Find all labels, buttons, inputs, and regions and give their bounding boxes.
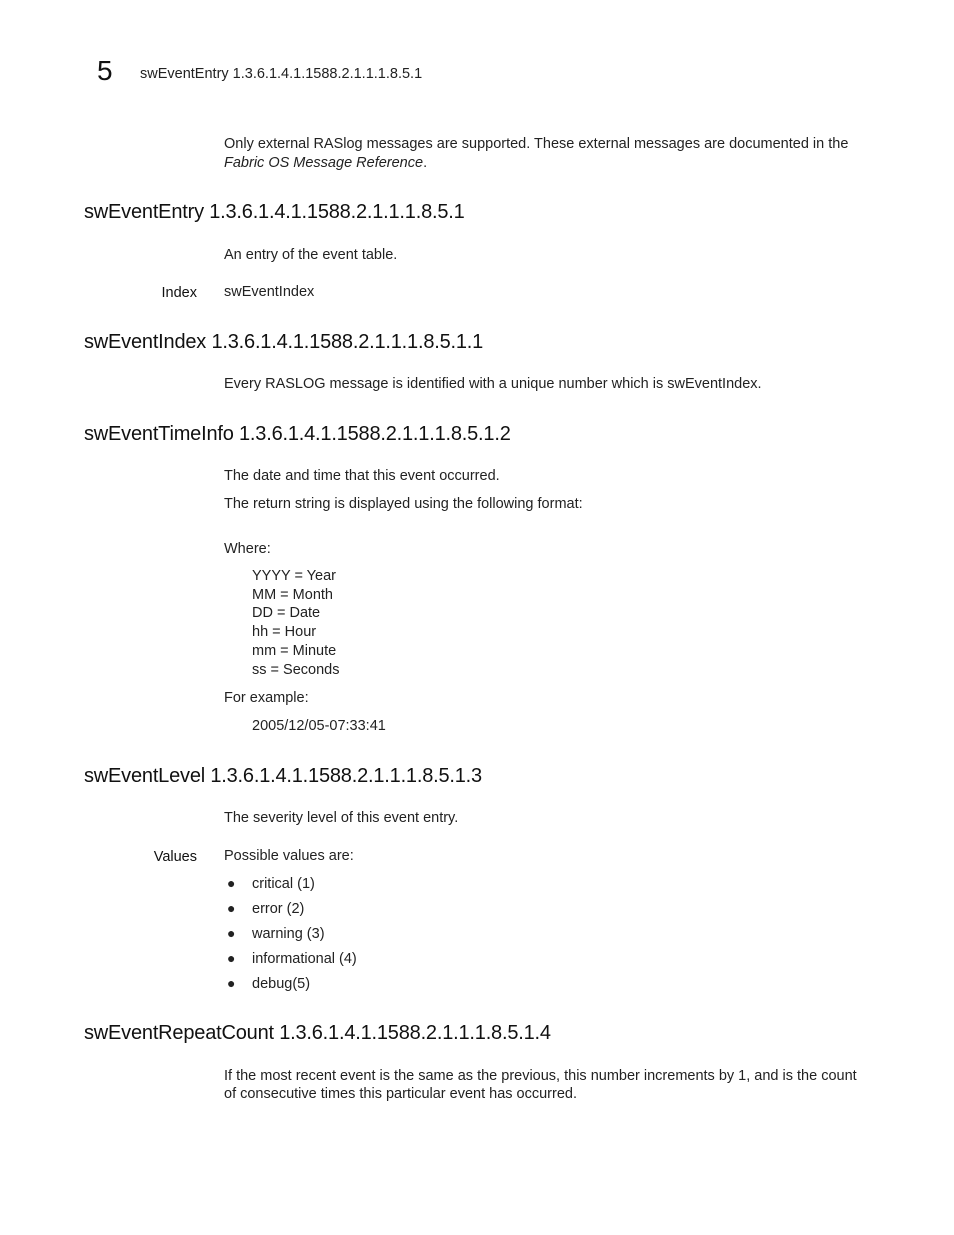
entry-description: An entry of the event table.	[224, 247, 398, 263]
definition-item: MM = Month	[252, 586, 333, 603]
heading-sweventrepeatcount: swEventRepeatCount 1.3.6.1.4.1.1588.2.1.1.1.8.5.1.4	[84, 1022, 551, 1044]
repeat-description-line-2: of consecutive times this particular event has occurred.	[224, 1086, 577, 1102]
index-label: Index	[161, 285, 197, 301]
example-label: For example:	[224, 690, 309, 706]
value-item: debug(5)	[252, 976, 311, 992]
definition-item: ss = Seconds	[252, 661, 340, 678]
heading-sweventindex: swEventIndex 1.3.6.1.4.1.1588.2.1.1.1.8.5.1.1	[84, 331, 484, 353]
heading-sweventtimeinfo: swEventTimeInfo 1.3.6.1.4.1.1588.2.1.1.1.8.5.1.2	[84, 423, 511, 445]
timeinfo-format-text: The return string is displayed using the following format:	[224, 496, 583, 512]
bullet-icon: ●	[227, 975, 236, 991]
value-item: warning (3)	[252, 926, 325, 942]
intro-line-1: Only external RASlog messages are supported. These external messages are documented in the	[224, 136, 849, 152]
heading-sweventlevel: swEventLevel 1.3.6.1.4.1.1588.2.1.1.1.8.5.1.3	[84, 765, 482, 787]
index-value: swEventIndex	[224, 284, 315, 300]
definition-item: YYYY = Year	[252, 568, 336, 584]
heading-sweventry: swEventEntry 1.3.6.1.4.1.1588.2.1.1.1.8.5.1	[84, 201, 465, 223]
index-description: Every RASLOG message is identified with a unique number which is swEventIndex.	[224, 376, 762, 392]
definition-item: mm = Minute	[252, 642, 337, 659]
timeinfo-description: The date and time that this event occurred.	[224, 468, 500, 484]
repeat-description-line-1: If the most recent event is the same as the previous, this number increments by 1, and is the count	[224, 1068, 857, 1084]
bullet-icon: ●	[227, 875, 236, 891]
value-item: critical (1)	[252, 876, 315, 892]
values-label: Values	[153, 849, 197, 865]
bullet-icon: ●	[227, 925, 236, 941]
intro-period: .	[423, 155, 428, 171]
format-definitions	[252, 567, 339, 679]
values-intro: Possible values are:	[224, 848, 354, 864]
bullet-icon: ●	[227, 950, 236, 966]
bullet-icon: ●	[227, 900, 236, 916]
chapter-number: 5	[97, 55, 113, 86]
level-description: The severity level of this event entry.	[224, 810, 459, 826]
example-value: 2005/12/05-07:33:41	[252, 718, 386, 734]
value-item: error (2)	[252, 901, 305, 917]
value-item: informational (4)	[252, 951, 357, 967]
definition-item: hh = Hour	[252, 624, 317, 641]
intro-line-2	[224, 154, 427, 173]
where-label: Where:	[224, 541, 271, 557]
running-header: swEventEntry 1.3.6.1.4.1.1588.2.1.1.1.8.5.1	[140, 66, 423, 82]
definition-item: DD = Date	[252, 605, 321, 622]
message-reference-title: Fabric OS Message Reference	[224, 155, 424, 171]
